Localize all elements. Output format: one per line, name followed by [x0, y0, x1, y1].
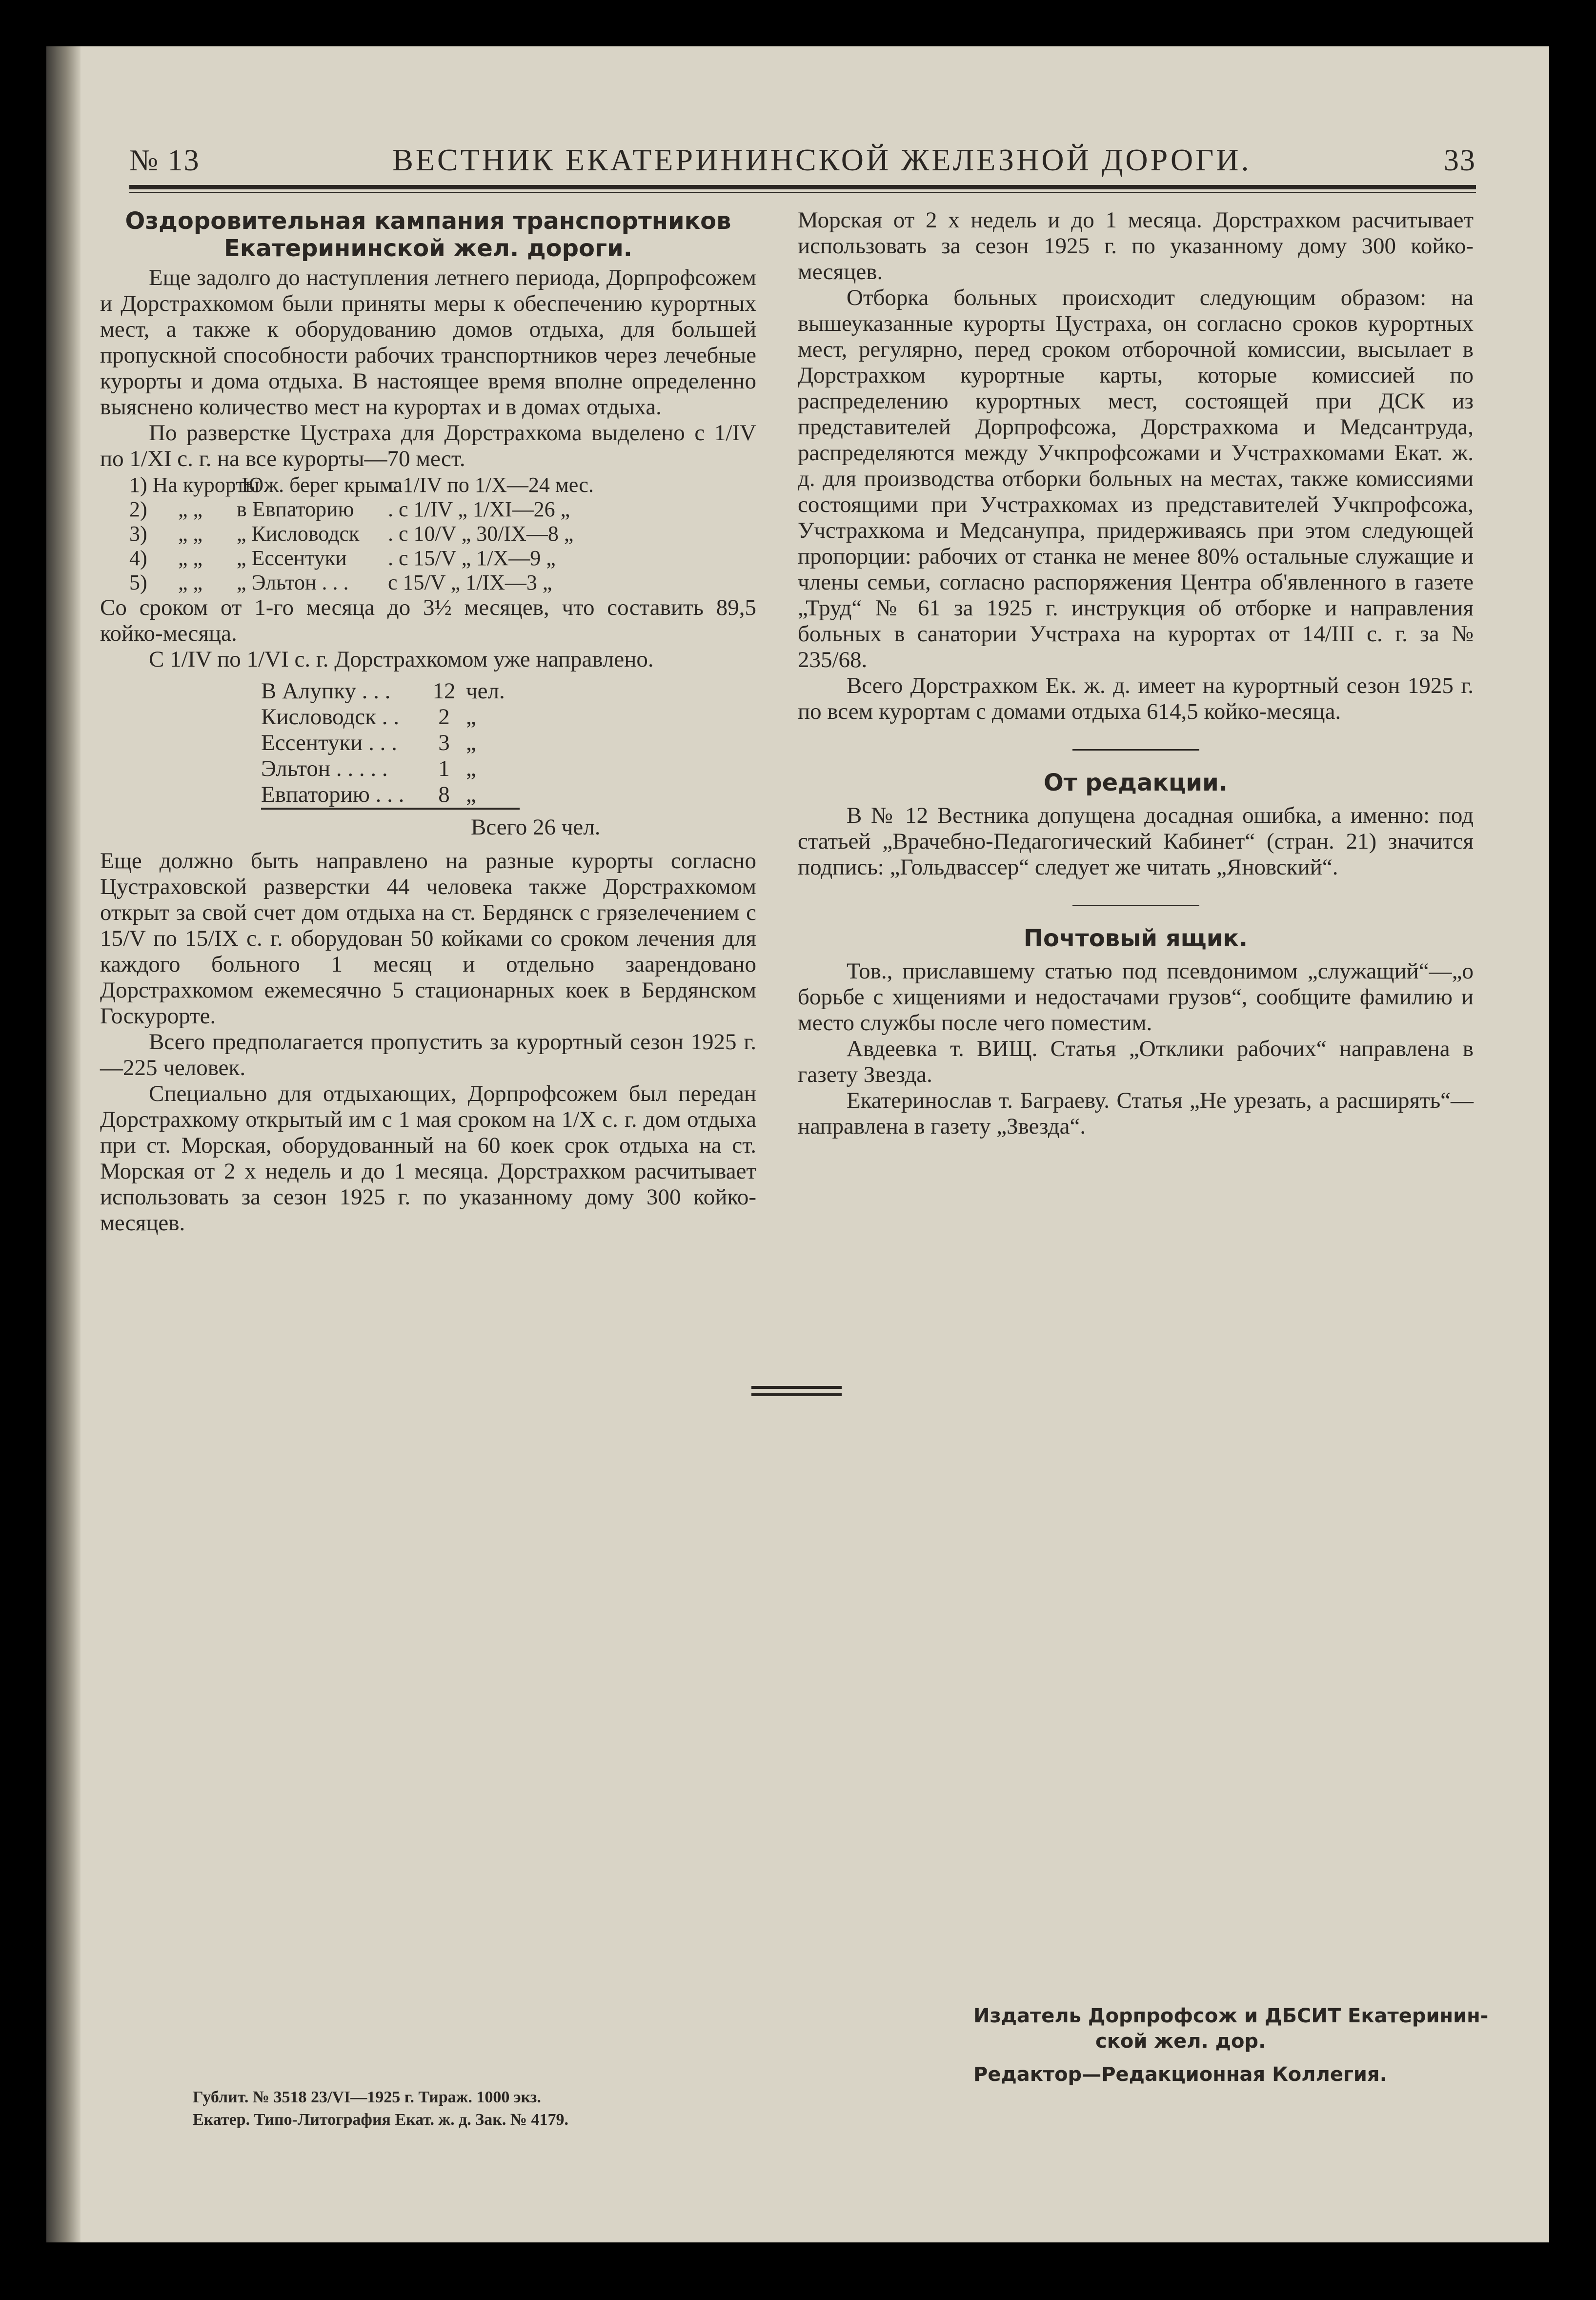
- article-paragraph: Еще должно быть направлено на разные курорты согласно Цустраховской разверстки 44 человека также Дорстрахкомом открыт за свой счет дом отдыха на ст. Бердянск с грязелечением с 15/V по 15/IX с. г. оборудован 50 койками со сроком лечения для каждого больного 1 месяц и отдельно заарендовано Дорстрахкомом ежемесячно 5 стационарных коек в Бердянском Госкурорте.: [100, 848, 756, 1029]
- article-title: [100, 207, 756, 262]
- journal-title: ВЕСТНИК ЕКАТЕРИНИНСКОЙ ЖЕЛЕЗНОЙ ДОРОГИ.: [392, 142, 1252, 177]
- mailbox-paragraph: Тов., приславшему статью под псевдонимом „служащий“—„о борьбе с хищениями и недостачами грузов“, сообщите фамилию и место службы после чего поместим.: [798, 958, 1474, 1036]
- imprint-line: Екатер. Типо-Литография Екат. ж. д. Зак. № 4179.: [193, 2111, 569, 2129]
- article-paragraph: С 1/IV по 1/VI с. г. Дорстрахкомом уже направлено.: [149, 647, 654, 672]
- left-column: [100, 207, 756, 1236]
- journal-page: [46, 46, 1549, 2242]
- publisher-line: Издатель Дорпрофсож и ДБСИТ Екатеринин-: [973, 2005, 1489, 2027]
- editorial-text: В № 12 Вестника допущена досадная ошибка, а именно: под статьей „Врачебно-Педагогический Кабинет“ (стран. 21) значится подпись: „Гольдвассер“ следует же читать „Яновский“.: [798, 803, 1474, 880]
- header-rule-thick: [129, 185, 1476, 189]
- publisher-block: [973, 2003, 1488, 2087]
- table-row: Эльтон . . . . . 1 „: [261, 756, 476, 781]
- resort-list: [129, 473, 756, 595]
- mailbox-paragraph: Авдеевка т. ВИЩ. Статья „Отклики рабочих“ направлена в газету Звезда.: [798, 1036, 1474, 1087]
- running-header: [129, 139, 1476, 178]
- sent-table: [261, 678, 520, 810]
- article-continuation: Морская от 2 х недель и до 1 месяца. Дорстрахком расчитывает использовать за сезон 1925 г. по указанному дому 300 койко-месяцев.: [798, 207, 1474, 285]
- list-item: 4) „ „ „ Ессентуки . с 15/V „ 1/X—9 „: [129, 546, 556, 570]
- page-number: 33: [1444, 144, 1476, 177]
- issue-number: № 13: [129, 144, 200, 177]
- imprint: [193, 2086, 568, 2131]
- page-gutter: [46, 46, 81, 2242]
- editor-line: Редактор—Редакционная Коллегия.: [973, 2063, 1387, 2086]
- editorial-title: От редакции.: [1043, 769, 1228, 796]
- article-paragraph: Всего предполагается пропустить за курортный сезон 1925 г.—225 человек.: [100, 1029, 756, 1080]
- end-rule-top: [751, 1386, 842, 1389]
- article-paragraph: Всего Дорстрахком Ек. ж. д. имеет на курортный сезон 1925 г. по всем курортам с домами отдыха 614,5 койко-месяца.: [798, 673, 1474, 724]
- table-row: В Алупку . . . 12 чел.: [261, 678, 505, 704]
- section-divider: [1072, 905, 1199, 906]
- section-divider: [1072, 749, 1199, 751]
- article-title-line1: Оздоровительная кампания транспортников: [125, 207, 731, 235]
- sent-total: Всего 26 чел.: [471, 814, 601, 840]
- article-paragraph: Со сроком от 1-го месяца до 3½ месяцев, что составить 89,5 койко-месяца.: [100, 595, 756, 646]
- table-row: Евпаторию . . . 8 „: [261, 782, 520, 809]
- article-title-line2: Екатерининской жел. дороги.: [224, 235, 632, 262]
- mailbox-paragraph: Екатеринослав т. Баграеву. Статья „Не урезать, а расширять“—направлена в газету „Звезда“.: [798, 1088, 1474, 1139]
- article-paragraph: Специально для отдыхающих, Дорпрофсожем был передан Дорстрахкому открытый им с 1 мая сроком на 1/X с. г. дом отдыха при ст. Морская, оборудованный на 60 коек срок отдыха на ст. Морская от 2 х недель и до 1 месяца. Дорстрахком расчитывает использовать за сезон 1925 г. по указанному дому 300 койко-месяцев.: [100, 1081, 756, 1236]
- article-paragraph: Отборка больных происходит следующим образом: на вышеуказанные курорты Цустраха, он согласно сроков курортных мест, регулярно, перед сроком отборочной комиссии, высылает в Дорстрахком курортные карты, которые комиссией по распределению курортных мест, состоящей при ДСК из представителей Дорпрофсожа, Дорстрахкома и Медсантруда, распределяются между Учкпрофсожами и Учстрахкомами Екат. ж. д. для производства отборки больных на местах, также комиссиями состоящими при Учстрахкомах из представителей Учкпрофсожа, Учстрахкома и Медсанупра, придерживаясь при этом следующей пропорции: рабочих от станка не менее 80% остальные служащие и члены семьи, согласно распоряжения Центра об'явленного в газете „Труд“ № 61 за 1925 г. инструкция об отборке и направления больных в санатории Учстраха на курортах от 14/III с. г. за № 235/68.: [798, 285, 1474, 672]
- list-item: 1) На курорты Юж. берег крыма с 1/IV по 1/X—24 мес.: [129, 473, 594, 497]
- article-paragraph: По разверстке Цустраха для Дорстрахкома выделено с 1/IV по 1/XI с. г. на все курорты—70 мест.: [100, 420, 756, 471]
- table-row: Кисловодск . . 2 „: [261, 704, 476, 730]
- mailbox-title: Почтовый ящик.: [1023, 925, 1248, 952]
- list-item: 5) „ „ „ Эльтон . . . с 15/V „ 1/IX—3 „: [129, 570, 552, 594]
- end-rule-bottom: [751, 1393, 842, 1396]
- list-item: 3) „ „ „ Кисловодск . с 10/V „ 30/IX—8 „: [129, 522, 574, 546]
- table-row: Ессентуки . . . 3 „: [261, 730, 476, 755]
- right-column: [798, 207, 1474, 1140]
- article-paragraph: Еще задолго до наступления летнего периода, Дорпрофсожем и Дорстрахкомом были приняты меры к обеспечению курортных мест, а также к оборудованию домов отдыха, для большей пропускной способности рабочих транспортников через лечебные курорты и дома отдыха. В настоящее время вполне определенно выяснено количество мест на курортах и в домах отдыха.: [100, 265, 756, 420]
- imprint-line: Гублит. № 3518 23/VI—1925 г. Тираж. 1000 экз.: [193, 2088, 541, 2106]
- publisher-line: ской жел. дор.: [1095, 2030, 1266, 2053]
- list-item: 2) „ „ в Евпаторию . с 1/IV „ 1/XI—26 „: [129, 497, 570, 521]
- header-rule-thin: [129, 192, 1476, 193]
